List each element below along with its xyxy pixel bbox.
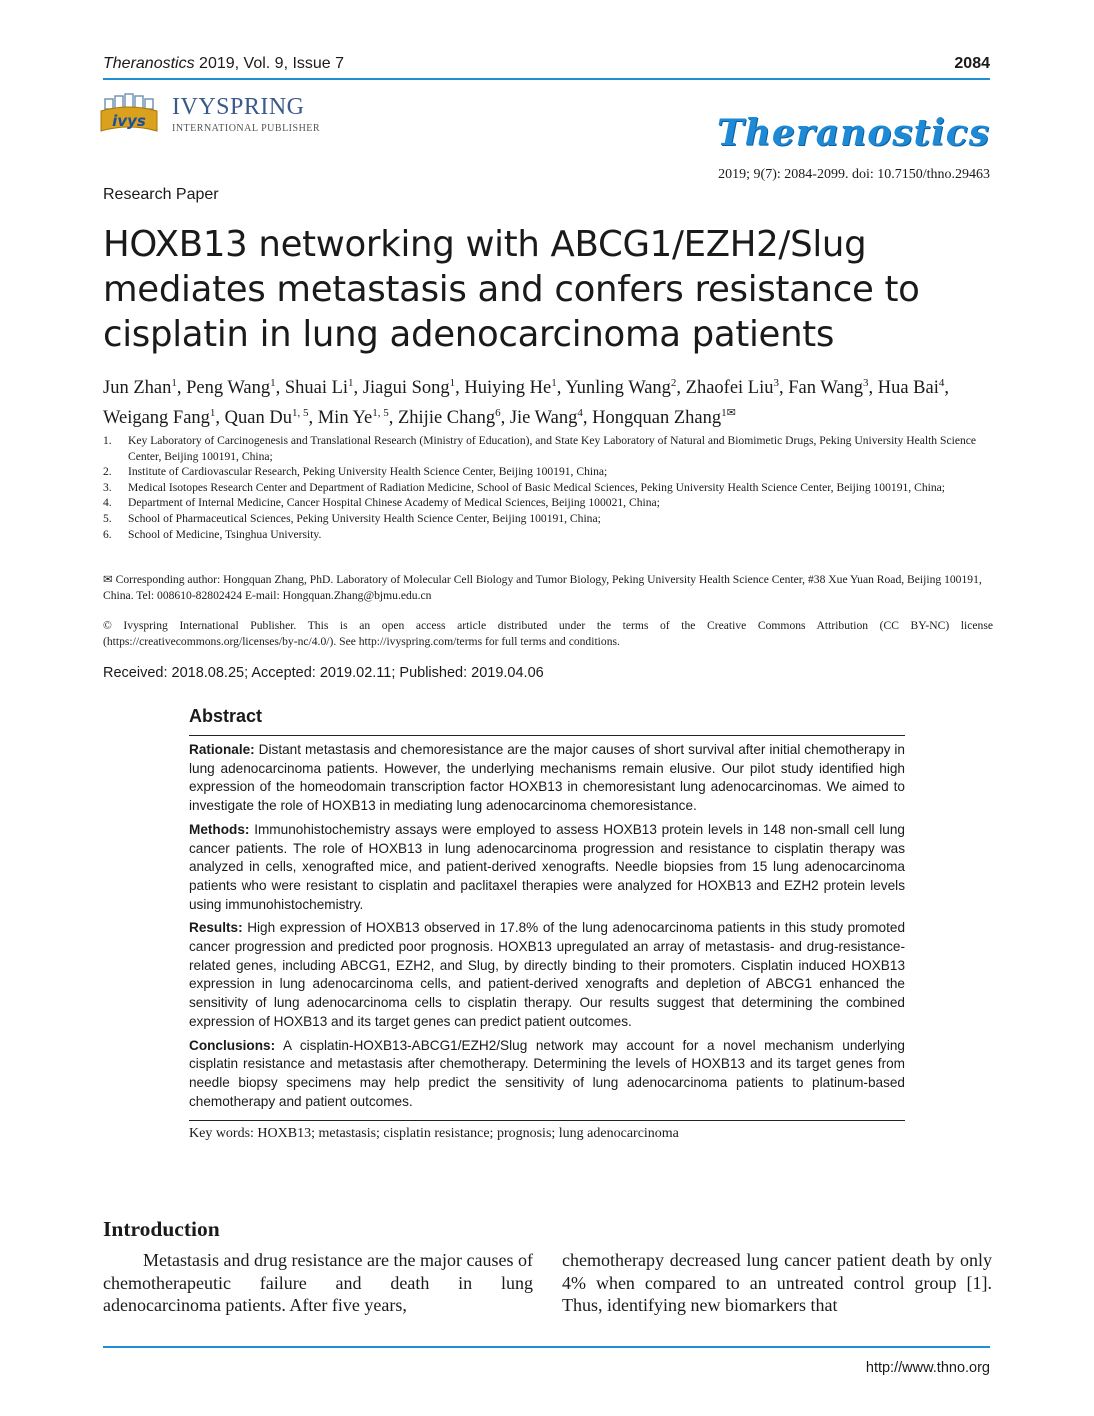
author-name: Yunling Wang <box>565 378 671 399</box>
author-name: Zhijie Chang <box>397 408 496 429</box>
license-statement: © Ivyspring International Publisher. This is an open access article distributed under the terms of the Creative Commons Attribution (CC BY-NC) license (https://creativecommons.org/licenses/by-nc/4.0/). See http://ivyspring.com/terms for full terms and conditions. <box>103 619 993 648</box>
author-affiliation-marker: 1 <box>171 377 177 389</box>
svg-text:ivys: ivys <box>112 112 146 130</box>
author-affiliation-marker: 4 <box>577 407 583 420</box>
abstract-section-label: Rationale: <box>189 742 255 757</box>
affiliation-text: Key Laboratory of Carcinogenesis and Translational Research (Ministry of Education), and State Key Laboratory of Natural and Biomimetic Drugs, Peking University Health Science Center, Beijing 100191, China; <box>128 434 977 463</box>
author-affiliation-marker: 1 <box>209 407 216 420</box>
abstract-body <box>189 736 905 1120</box>
abstract-section-text: Immunohistochemistry assays were employed to assess HOXB13 protein levels in 148 non-small cell lung cancer patients. The role of HOXB13 in lung adenocarcinoma progression and resistance to cisplatin therapy was analyzed in cells, xenografted mice, and patient-derived xenografts. Needle biopsies from 15 lung adenocarcinoma patients who were resistant to cisplatin and paclitaxel therapies were analyzed for HOXB13 and EZH2 protein levels using immunohistochemistry. <box>189 821 905 912</box>
author-name: Hongquan Zhang <box>592 408 722 429</box>
journal-issue-line <box>103 55 344 73</box>
introduction-heading: Introduction <box>103 1217 220 1241</box>
affiliation-item <box>103 527 993 543</box>
corresponding-author: ✉ Corresponding author: Hongquan Zhang, PhD. Laboratory of Molecular Cell Biology and Tumor Biology, Peking University Health Science Center, #38 Xue Yuan Road, Beijing 100191, China. Tel: 008610-82802424 E-mail: Hongquan.Zhang@bjmu.edu.cn <box>103 573 982 602</box>
author-name: Jiagui Song <box>362 378 450 399</box>
affiliation-item <box>103 495 993 511</box>
author-name: Zhaofei Liu <box>685 378 774 399</box>
page-number: 2084 <box>954 55 990 72</box>
introduction-column-left: Metastasis and drug resistance are the major causes of chemotherapeutic failure and death in lung adenocarcinoma patients. After five years, <box>103 1250 533 1315</box>
author-affiliation-marker: 4 <box>938 377 945 389</box>
affiliation-text: School of Medicine, Tsinghua University. <box>128 527 322 541</box>
author-list: Jun Zhan$^1$, Peng Wang$^1$, Shuai Li$^1$, Jiagui Song$^1$, Huiying He$^1$, Yunling Wang$^2$, Zhaofei Liu$^3$, Fan Wang$^3$, Hua Bai$^4$, Weigang Fang$^1$, Quan Du$^{1, 5}$, Min Ye$^{1, 5}$, Zhijie Chang$^6$, Jie Wang$^4$, Hongquan Zhang$^{1✉}$ <box>103 377 949 429</box>
author-name: Peng Wang <box>186 378 271 399</box>
abstract-box <box>189 706 905 1142</box>
abstract-section <box>189 821 905 915</box>
author-name: Min Ye <box>317 408 373 429</box>
author-name: Jie Wang <box>509 408 578 429</box>
author-name: Fan Wang <box>788 378 863 399</box>
publisher-subtitle: INTERNATIONAL PUBLISHER <box>172 123 321 134</box>
author-affiliation-marker: 1, 5 <box>372 407 389 420</box>
affiliation-number: 3. <box>103 480 112 494</box>
paper-type: Research Paper <box>103 186 219 203</box>
keywords: Key words: HOXB13; metastasis; cisplatin resistance; prognosis; lung adenocarcinoma <box>189 1126 679 1142</box>
author-name: Weigang Fang <box>103 408 210 429</box>
author-affiliation-marker: 1, 5 <box>291 407 309 420</box>
citation-line: 2019; 9(7): 2084-2099. doi: 10.7150/thno.29463 <box>718 167 990 182</box>
publisher-name: IVYSPRING <box>172 94 305 120</box>
affiliation-number: 5. <box>103 511 112 525</box>
affiliation-text: Medical Isotopes Research Center and Department of Radiation Medicine, School of Basic Medical Sciences, Peking University Health Science Center, Beijing 100191, China; <box>128 480 946 494</box>
author-affiliation-marker: 1 <box>348 377 354 389</box>
affiliation-item <box>103 433 993 464</box>
abstract-section <box>189 1037 905 1112</box>
affiliation-list <box>103 433 993 542</box>
affiliation-text: Institute of Cardiovascular Research, Peking University Health Science Center, Beijing 100191, China; <box>128 465 608 479</box>
author-affiliation-marker: 1 <box>551 377 557 389</box>
affiliation-number: 2. <box>103 465 112 479</box>
author-affiliation-marker: 3 <box>773 377 779 389</box>
publication-dates: Received: 2018.08.25; Accepted: 2019.02.11; Published: 2019.04.06 <box>103 665 544 681</box>
footer-rule <box>103 1346 990 1348</box>
author-affiliation-marker: 2 <box>670 377 677 389</box>
author-name: Hua Bai <box>877 378 939 399</box>
affiliation-text: School of Pharmaceutical Sciences, Peking University Health Science Center, Beijing 100191, China; <box>128 511 601 525</box>
abstract-section-text: A cisplatin-HOXB13-ABCG1/EZH2/Slug network may account for a novel mechanism underlying cisplatin resistance and metastasis after chemotherapy. Determining the levels of HOXB13 and its target genes from needle biopsy specimens may help predict the sensitivity of lung adenocarcinoma patients to platinum-based chemotherapy and patient outcomes. <box>189 1037 905 1109</box>
abstract-section-label: Methods: <box>189 821 250 837</box>
affiliation-number: 6. <box>103 527 112 541</box>
volume-info: 2019, Vol. 9, Issue 7 <box>199 55 345 72</box>
abstract-section-text: Distant metastasis and chemoresistance are the major causes of short survival after initial chemotherapy in lung adenocarcinoma patients. However, the underlying mechanisms remain elusive. Our pilot study identified high expression of the homeodomain transcription factor HOXB13 in chemoresistant lung adenocarcinomas. We aimed to investigate the role of HOXB13 in mediating lung adenocarcinoma chemoresistance. <box>189 742 905 814</box>
affiliation-item <box>103 480 993 496</box>
abstract-section <box>189 919 905 1031</box>
author-name: Huiying He <box>464 378 552 399</box>
author-affiliation-marker: 6 <box>495 407 501 420</box>
affiliation-item <box>103 511 993 527</box>
affiliation-number: 4. <box>103 496 112 510</box>
abstract-section-label: Results: <box>189 920 243 936</box>
journal-brand-logo: Theranostics <box>716 112 990 154</box>
abstract-bottom-rule <box>189 1120 905 1121</box>
article-title: HOXB13 networking with ABCG1/EZH2/Slug mediates metastasis and confers resistance to cisplatin in lung adenocarcinoma patients <box>103 224 920 355</box>
footer-url-link[interactable]: http://www.thno.org <box>865 1360 990 1376</box>
journal-name: Theranostics <box>103 55 195 72</box>
author-affiliation-marker: 1 <box>270 377 276 389</box>
author-name: Jun Zhan <box>103 378 172 399</box>
author-affiliation-marker: 3 <box>862 377 869 389</box>
affiliation-number: 1. <box>103 434 112 447</box>
abstract-section-text: High expression of HOXB13 observed in 17.8% of the lung adenocarcinoma patients in this study promoted cancer progression and predicted poor prognosis. HOXB13 upregulated an array of metastasis- and drug-resistance-related genes, including ABCG1, EZH2, and Slug, by directly binding to their promoters. Cisplatin induced HOXB13 expression in lung adenocarcinoma cells, and patient-derived xenografts and depletion of ABCG1 enhanced the sensitivity of lung adenocarcinoma cells to cisplatin therapy. Our results suggest that determining the combined expression of HOXB13 and its target genes can predict patient outcomes. <box>189 920 905 1029</box>
introduction-column-right: chemotherapy decreased lung cancer patient death by only 4% when compared to an untreated control group [1]. Thus, identifying new biomarkers that <box>562 1250 992 1315</box>
author-name: Shuai Li <box>284 378 349 399</box>
abstract-section <box>189 741 905 816</box>
abstract-heading: Abstract <box>189 706 263 726</box>
author-affiliation-marker: 1✉ <box>721 407 736 420</box>
author-affiliation-marker: 1 <box>449 377 456 389</box>
author-name: Quan Du <box>224 408 292 429</box>
affiliation-text: Department of Internal Medicine, Cancer Hospital Chinese Academy of Medical Sciences, Beijing 100021, China; <box>128 496 660 510</box>
abstract-section-label: Conclusions: <box>189 1037 276 1053</box>
header-rule <box>103 78 990 80</box>
affiliation-item <box>103 464 993 480</box>
